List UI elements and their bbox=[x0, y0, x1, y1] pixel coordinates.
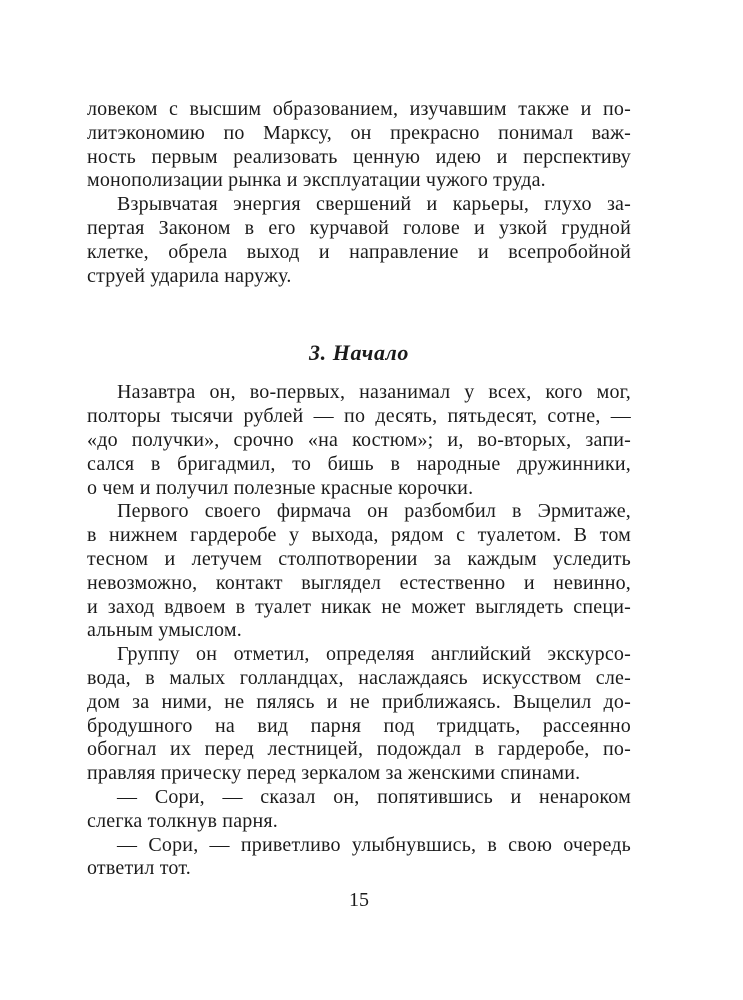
text-line: правляя прическу перед зеркалом за женскими спинами. bbox=[87, 762, 581, 785]
text-line: альным умыслом. bbox=[87, 619, 242, 642]
text-line: бродушного на вид парня под тридцать, рассеянно bbox=[87, 714, 631, 737]
text-line: в нижнем гардеробе у выхода, рядом с туалетом. В том bbox=[87, 524, 631, 547]
text-line: тесном и летучем столпотворении за каждым уследить bbox=[87, 547, 631, 570]
text-line: литэкономию по Марксу, он прекрасно понимал важ- bbox=[87, 121, 631, 144]
chapter-heading: 3. Начало bbox=[308, 340, 410, 366]
paragraph bbox=[87, 786, 631, 834]
page-number: 15 bbox=[349, 889, 369, 911]
text-column bbox=[87, 98, 631, 881]
text-line: Назавтра он, во-первых, назанимал у всех, кого мог, bbox=[117, 381, 631, 404]
text-line: Группу он отметил, определяя английский экскурсо- bbox=[117, 643, 631, 666]
text-line: клетке, обрела выход и направление и всепробойной bbox=[87, 240, 631, 263]
text-line: о чем и получил полезные красные корочки. bbox=[87, 476, 474, 499]
text-line: полторы тысячи рублей — по десять, пятьдесят, сотне, — bbox=[87, 405, 631, 428]
text-line: ловеком с высшим образованием, изучавшим также и по- bbox=[87, 98, 631, 120]
paragraph bbox=[87, 98, 631, 193]
paragraph bbox=[87, 834, 631, 882]
paragraph bbox=[87, 643, 631, 786]
text-line: «до получки», срочно «на костюм»; и, во-вторых, запи- bbox=[87, 428, 631, 451]
text-line: струей ударила наружу. bbox=[87, 264, 292, 287]
text-line: Первого своего фирмача он разбомбил в Эрмитаже, bbox=[117, 500, 631, 523]
text-line: и заход вдвоем в туалет никак не может выглядеть специ- bbox=[87, 595, 631, 618]
paragraph bbox=[87, 500, 631, 643]
text-line: дом за ними, не пялясь и не приближаясь. Выцелил до- bbox=[87, 690, 631, 713]
paragraph bbox=[87, 381, 631, 500]
text-line: — Сори, — сказал он, попятившись и ненароком bbox=[117, 785, 631, 808]
text-line: монополизации рынка и эксплуатации чужого труда. bbox=[87, 169, 546, 192]
text-line: ность первым реализовать ценную идею и перспективу bbox=[87, 145, 631, 168]
text-line: слегка толкнув парня. bbox=[87, 809, 278, 832]
text-line: Взрывчатая энергия свершений и карьеры, глухо за- bbox=[117, 193, 631, 216]
text-line: сался в бригадмил, то бишь в народные дружинники, bbox=[87, 452, 631, 475]
text-line: — Сори, — приветливо улыбнувшись, в свою очередь bbox=[117, 833, 631, 856]
paragraph bbox=[87, 193, 631, 288]
text-line: пертая Законом в его курчавой голове и узкой грудной bbox=[87, 216, 631, 239]
text-line: невозможно, контакт выглядел естественно и невинно, bbox=[87, 571, 631, 594]
text-line: вода, в малых голландцах, наслаждаясь искусством сле- bbox=[87, 666, 631, 689]
text-line: ответил тот. bbox=[87, 857, 191, 880]
text-line: обогнал их перед лестницей, подождал в гардеробе, по- bbox=[87, 738, 631, 761]
